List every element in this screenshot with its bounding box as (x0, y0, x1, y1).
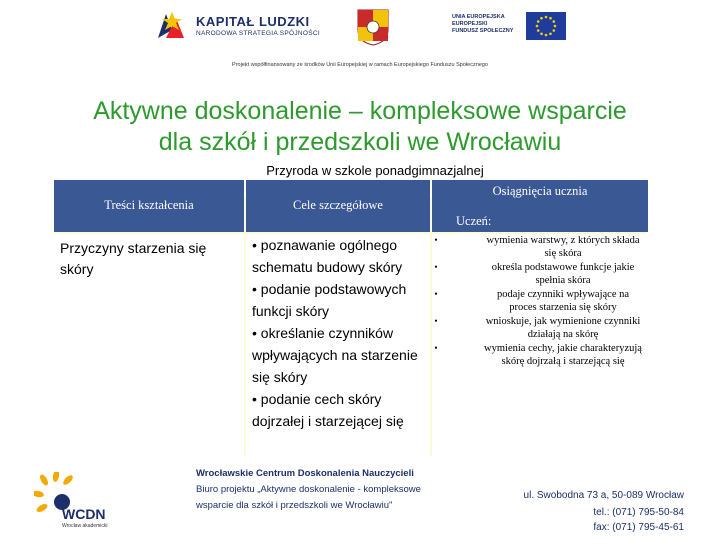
goal-item: • określanie czynników wpływających na starzenie się skóry (252, 325, 418, 385)
achievement-item: • wymienia cechy, jakie charakteryzują skórę dojrzałą i starzejącą się (432, 342, 648, 368)
table-header-goals (246, 180, 430, 232)
goal-item: • poznawanie ogólnego schematu budowy skóry (252, 237, 403, 275)
footer-phone: tel.: (071) 795-50-84 (593, 507, 684, 518)
header-label-achievements: Osiągnięcia ucznia (492, 184, 588, 198)
table-cell-content (54, 234, 244, 492)
goals-text (252, 234, 428, 432)
achievement-item: • podaje czynniki wpływające na proces starzenia się skóry (432, 288, 648, 314)
content-text: Przyczyny starzenia się skóry (60, 240, 207, 277)
eu-text (452, 14, 522, 35)
wcdn-logo-tagline: Wrocław akademicki (62, 523, 108, 529)
title-line-1: Aktywne doskonalenie – kompleksowe wsparcie (93, 97, 627, 125)
achievement-item: • wnioskuje, jak wymienione czynniki działają na skórę (432, 315, 648, 341)
header-label-goals: Cele szczegółowe (293, 198, 383, 212)
achievement-item: • wymienia warstwy, z których składa się skóra (432, 234, 648, 260)
table-header-content (54, 180, 244, 232)
table-header-achievements (432, 180, 648, 232)
eu-text-line: FUNDUSZ SPOŁECZNY (452, 28, 514, 34)
table-cell-achievements (432, 234, 648, 492)
goal-item: • podanie cech skóry dojrzałej i starzejącej się (252, 391, 404, 429)
eu-text-line: UNIA EUROPEJSKA (452, 14, 505, 20)
footer-project-line-1: Biuro projektu „Aktywne doskonalenie - kompleksowe (196, 484, 421, 495)
title-line-2: dla szkół i przedszkoli we Wrocławiu (158, 128, 562, 156)
footer-fax: fax: (071) 795-45-61 (593, 522, 684, 533)
achievements-list (432, 234, 648, 369)
logo-bar (0, 0, 720, 56)
footer-org-name: Wrocławskie Centrum Doskonalenia Nauczycieli (196, 468, 414, 479)
footer (0, 460, 720, 540)
kapital-ludzki-title: KAPITAŁ LUDZKI (196, 14, 310, 29)
wcdn-logo-text: WCDN (62, 506, 106, 522)
header-sublabel-student: Uczeń: (456, 214, 492, 228)
achievement-item: • określa podstawowe funkcje jakie spełnia skóra (432, 261, 648, 287)
footer-address: ul. Swobodna 73 a, 50-089 Wrocław (523, 490, 684, 501)
kapital-ludzki-star-icon (152, 8, 190, 46)
eu-text-line: EUROPEJSKI (452, 21, 488, 27)
kapital-ludzki-logo (152, 8, 352, 48)
header-label-content: Treści kształcenia (104, 198, 194, 212)
page-title (0, 96, 720, 158)
kapital-ludzki-subtitle: NARODOWA STRATEGIA SPÓJNOŚCI (196, 30, 320, 37)
goal-item: • podanie podstawowych funkcji skóry (252, 281, 407, 319)
footer-project-line-2: wsparcie dla szkół i przedszkoli we Wrocławiu" (196, 500, 393, 511)
table-cell-goals (246, 234, 430, 492)
page-subtitle: Przyroda w szkole ponadgimnazjalnej (266, 163, 484, 178)
city-crest-icon (356, 8, 390, 46)
funding-line: Projekt współfinansowany ze środków Unii Europejskiej w ramach Europejskiego Funduszu Społecznego (232, 62, 488, 68)
eu-flag-icon (526, 12, 566, 40)
